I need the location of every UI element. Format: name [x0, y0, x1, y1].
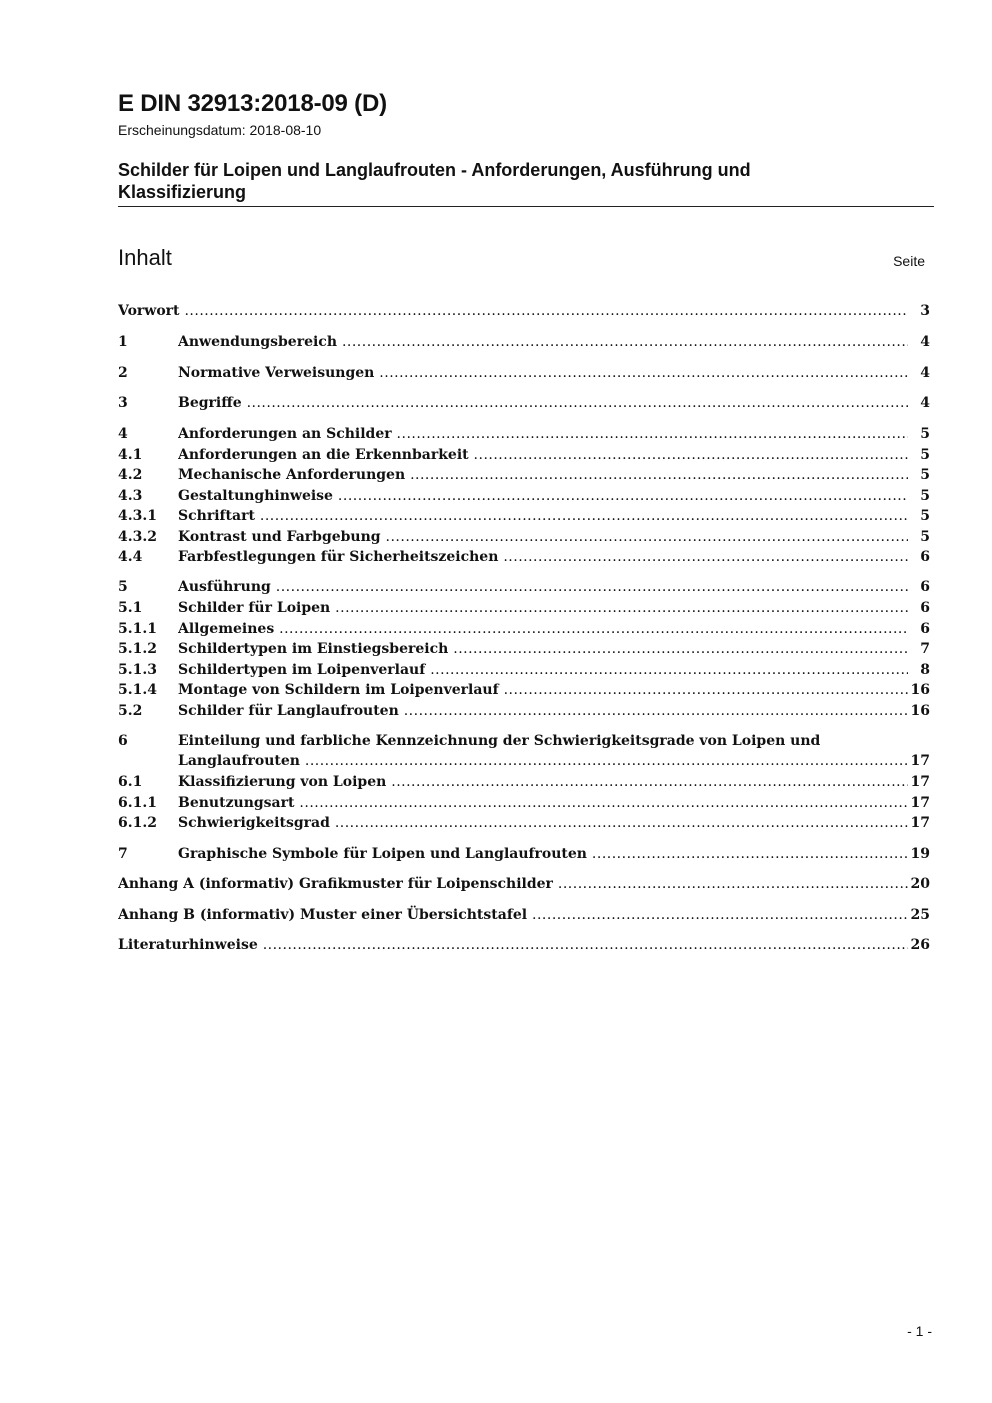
- toc-entry-title: Schriftart .....: [178, 505, 908, 527]
- toc-entry-title: Farbfestlegungen für Sicherheitszeichen .....: [178, 546, 908, 568]
- toc-entry[interactable]: [118, 526, 930, 548]
- toc-entry[interactable]: [118, 934, 930, 956]
- page-number: - 1 -: [907, 1323, 932, 1339]
- toc-entry-title: Mechanische Anforderungen .....: [178, 464, 908, 486]
- toc-entry[interactable]: [118, 771, 930, 793]
- toc-entry-page: 17: [909, 771, 930, 793]
- toc-entry[interactable]: [118, 659, 930, 681]
- toc-entry-title: Graphische Symbole für Loipen und Langlaufrouten .....: [178, 843, 908, 865]
- toc-entry-title: Langlaufrouten .....: [178, 750, 908, 772]
- toc-entry-title: Anwendungsbereich .....: [178, 331, 908, 353]
- toc-entry-number: 5.1.3: [118, 662, 157, 678]
- document-title: Schilder für Loipen und Langlaufrouten - Anforderungen, Ausführung und Klassifizierung: [118, 160, 751, 202]
- toc-entry[interactable]: [118, 812, 930, 834]
- toc-entry-title: Schilder für Langlaufrouten .....: [178, 700, 908, 722]
- publication-date: Erscheinungsdatum: 2018-08-10: [118, 122, 322, 138]
- toc-entry-page: 16: [909, 679, 930, 701]
- toc-entry-page: 6: [918, 597, 930, 619]
- toc-entry[interactable]: [118, 904, 930, 926]
- toc-entry[interactable]: [118, 423, 930, 445]
- toc-entry-number: 5.1.4: [118, 682, 157, 698]
- toc-entry-number: 6.1.1: [118, 795, 157, 811]
- toc-entry-title: Schilder für Loipen .....: [178, 597, 908, 619]
- toc-entry[interactable]: [118, 792, 930, 814]
- toc-entry-title: Ausführung .....: [178, 576, 908, 598]
- toc-entry[interactable]: [118, 597, 930, 619]
- toc-entry-title: Schildertypen im Loipenverlauf .....: [178, 659, 908, 681]
- toc-entry-number: 4.4: [118, 549, 143, 565]
- toc-entry[interactable]: [118, 546, 930, 568]
- toc-heading: Inhalt: [118, 245, 172, 270]
- toc-entry[interactable]: [118, 505, 930, 527]
- toc-entry[interactable]: [118, 618, 930, 640]
- toc-entry[interactable]: [118, 331, 930, 353]
- toc-entry-title: Literaturhinweise .....: [118, 934, 908, 956]
- toc-entry-page: 26: [909, 934, 930, 956]
- toc-entry[interactable]: [118, 576, 930, 598]
- toc-entry-number: 5.1: [118, 600, 143, 616]
- toc-entry[interactable]: [118, 873, 930, 895]
- toc-entry-title-line1: Einteilung und farbliche Kennzeichnung der Schwierigkeitsgrade von Loipen und: [178, 733, 821, 749]
- toc-entry-title: Schwierigkeitsgrad .....: [178, 812, 908, 834]
- toc-entry-page: 16: [909, 700, 930, 722]
- toc-entry-number: 5.1.1: [118, 621, 157, 637]
- toc-entry-number: 5.2: [118, 703, 143, 719]
- toc-entry-title: Vorwort .....: [118, 300, 908, 322]
- toc-entry-number: 7: [118, 846, 128, 862]
- toc-entry-title: Anhang B (informativ) Muster einer Übersichtstafel .....: [118, 904, 908, 926]
- toc-entry-number: 6.1: [118, 774, 143, 790]
- toc-entry-page: 5: [918, 464, 930, 486]
- toc-entry-page: 5: [918, 526, 930, 548]
- toc-entry-title: Klassifizierung von Loipen .....: [178, 771, 908, 793]
- toc-entry-title: Schildertypen im Einstiegsbereich .....: [178, 638, 908, 660]
- toc-entry-number: 4.3.1: [118, 508, 157, 524]
- toc-entry[interactable]: [118, 679, 930, 701]
- toc-entry[interactable]: [118, 464, 930, 486]
- toc-entry[interactable]: [118, 444, 930, 466]
- title-rule: [118, 206, 934, 207]
- toc-entry-number: 3: [118, 395, 128, 411]
- document-id: E DIN 32913:2018-09 (D): [118, 90, 387, 117]
- toc-entry-page: 8: [918, 659, 930, 681]
- toc-entry-title: Anforderungen an die Erkennbarkeit .....: [178, 444, 908, 466]
- toc-entry-number: 4.3.2: [118, 529, 157, 545]
- toc-entry[interactable]: [118, 300, 930, 322]
- toc-entry-page: 6: [918, 618, 930, 640]
- toc-entry-page: 5: [918, 444, 930, 466]
- toc-entry-page: 5: [918, 505, 930, 527]
- toc-entry-page: 4: [918, 392, 930, 414]
- toc-entry-page: 4: [918, 362, 930, 384]
- toc-entry-number: 5: [118, 579, 128, 595]
- toc-entry-number: 2: [118, 365, 128, 381]
- toc-entry-page: 19: [909, 843, 930, 865]
- toc-entry-page: 3: [918, 300, 930, 322]
- toc-entry-page: 17: [909, 750, 930, 772]
- toc-entry-page: 17: [909, 792, 930, 814]
- toc-entry[interactable]: [118, 730, 930, 772]
- toc-entry-number: 6.1.2: [118, 815, 157, 831]
- toc-entry[interactable]: [118, 362, 930, 384]
- toc-entry-number: 4: [118, 426, 128, 442]
- toc-entry-page: 7: [918, 638, 930, 660]
- toc-entry-page: 6: [918, 546, 930, 568]
- toc-entry-number: 4.1: [118, 447, 143, 463]
- toc-entry-title: Allgemeines .....: [178, 618, 908, 640]
- toc-page-column-label: Seite: [893, 253, 925, 269]
- toc-entry[interactable]: [118, 638, 930, 660]
- toc-entry-number: 4.3: [118, 488, 143, 504]
- toc-entry-number: 6: [118, 733, 128, 749]
- toc-entry-page: 5: [918, 423, 930, 445]
- toc-entry-title: Begriffe .....: [178, 392, 908, 414]
- toc-entry-title: Benutzungsart .....: [178, 792, 908, 814]
- toc-entry[interactable]: [118, 485, 930, 507]
- toc-entry-page: 20: [909, 873, 930, 895]
- toc-entry-title: Normative Verweisungen .....: [178, 362, 908, 384]
- toc-entry-title: Montage von Schildern im Loipenverlauf .....: [178, 679, 908, 701]
- toc-entry-page: 6: [918, 576, 930, 598]
- toc-entry-title: Gestaltunghinweise .....: [178, 485, 908, 507]
- toc-entry-page: 17: [909, 812, 930, 834]
- toc-entry-title: Anforderungen an Schilder .....: [178, 423, 908, 445]
- toc-entry-title: Kontrast und Farbgebung .....: [178, 526, 908, 548]
- toc-entry[interactable]: [118, 392, 930, 414]
- toc-entry[interactable]: [118, 843, 930, 865]
- toc-entry[interactable]: [118, 700, 930, 722]
- toc-entry-page: 4: [918, 331, 930, 353]
- toc-entry-page: 5: [918, 485, 930, 507]
- toc-entry-number: 1: [118, 334, 128, 350]
- toc-entry-page: 25: [909, 904, 930, 926]
- toc-entry-title: Anhang A (informativ) Grafikmuster für Loipenschilder .....: [118, 873, 908, 895]
- toc-entry-number: 4.2: [118, 467, 143, 483]
- toc-entry-number: 5.1.2: [118, 641, 157, 657]
